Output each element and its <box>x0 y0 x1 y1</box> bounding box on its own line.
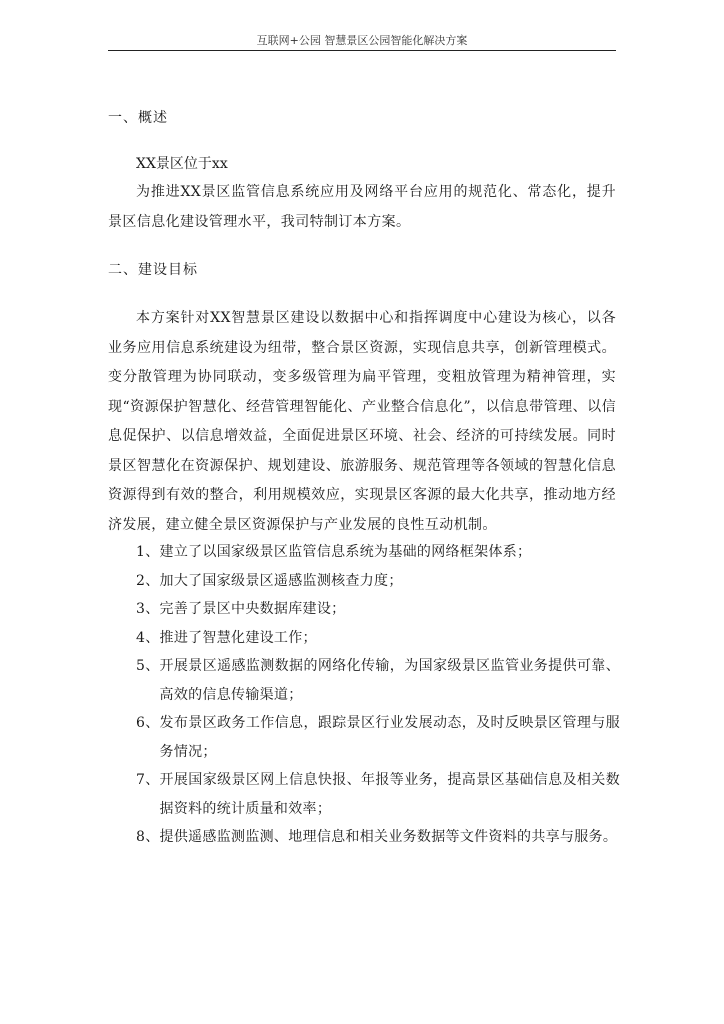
header-title: 互联网+公园 智慧景区公园智能化解决方案 <box>256 34 468 47</box>
overview-paragraph: 为推进XX景区监管信息系统应用及网络平台应用的规范化、常态化，提升景区信息化建设管理水平，我司特制订本方案。 <box>108 184 616 230</box>
list-item-text: 推进了智慧化建设工作； <box>159 629 317 646</box>
list-item-number: 6、 <box>136 715 160 731</box>
list-item-text: 开展国家级景区网上信息快报、年报等业务，提高景区基础信息及相关数据资料的统计质量和效率； <box>159 772 620 817</box>
list-item-number: 7、 <box>136 772 160 788</box>
list-item-number: 5、 <box>136 658 160 674</box>
list-item-text: 开展景区遥感监测数据的网络化传输，为国家级景区监管业务提供可靠、高效的信息传输渠道； <box>159 658 620 703</box>
list-item-number: 3、 <box>136 601 160 617</box>
list-item-text: 发布景区政务工作信息，跟踪景区行业发展动态，及时反映景区管理与服务情况； <box>159 715 620 760</box>
list-item-text: 建立了以国家级景区监管信息系统为基础的网络框架体系； <box>159 544 532 560</box>
list-item <box>136 624 620 653</box>
goals-list <box>136 538 620 852</box>
list-item <box>136 538 620 567</box>
list-item-text: 提供遥感监测监测、地理信息和相关业务数据等文件资料的共享与服务。 <box>159 829 618 845</box>
page-header <box>108 34 616 51</box>
section-heading-overview: 一、概述 <box>108 110 168 126</box>
section-heading-goals: 二、建设目标 <box>108 262 198 278</box>
goals-paragraph: 本方案针对XX智慧景区建设以数据中心和指挥调度中心建设为核心，以各业务应用信息系统建设为纽带，整合景区资源，实现信息共享，创新管理模式。变分散管理为协同联动，变多级管理为扁平管理，变粗放管理为精神管理，实现“资源保护智慧化、经营管理智能化、产业整合信息化”，以信息带管理、以信息促保护、以信息增效益，全面促进景区环境、社会、经济的可持续发展。同时景区智慧化在资源保护、规划建设、旅游服务、规范管理等各领域的智慧化信息资源得到有效的整合，利用规模效应，实现景区客源的最大化共享，推动地方经济发展，建立健全景区资源保护与产业发展的良性互动机制。 <box>108 310 616 533</box>
list-item-number: 1、 <box>136 544 160 560</box>
list-item <box>136 652 620 709</box>
list-item-number: 8、 <box>136 829 160 845</box>
list-item <box>136 766 620 823</box>
intro-location-line: XX景区位于xx <box>136 156 228 172</box>
list-item-text: 加大了国家级景区遥感监测核查力度； <box>159 572 403 589</box>
list-item <box>136 823 620 852</box>
list-item-number: 4、 <box>136 629 160 646</box>
list-item <box>136 709 620 766</box>
list-item-text: 完善了景区中央数据库建设； <box>159 601 346 617</box>
list-item-number: 2、 <box>136 572 160 589</box>
list-item <box>136 567 620 596</box>
list-item <box>136 595 620 624</box>
